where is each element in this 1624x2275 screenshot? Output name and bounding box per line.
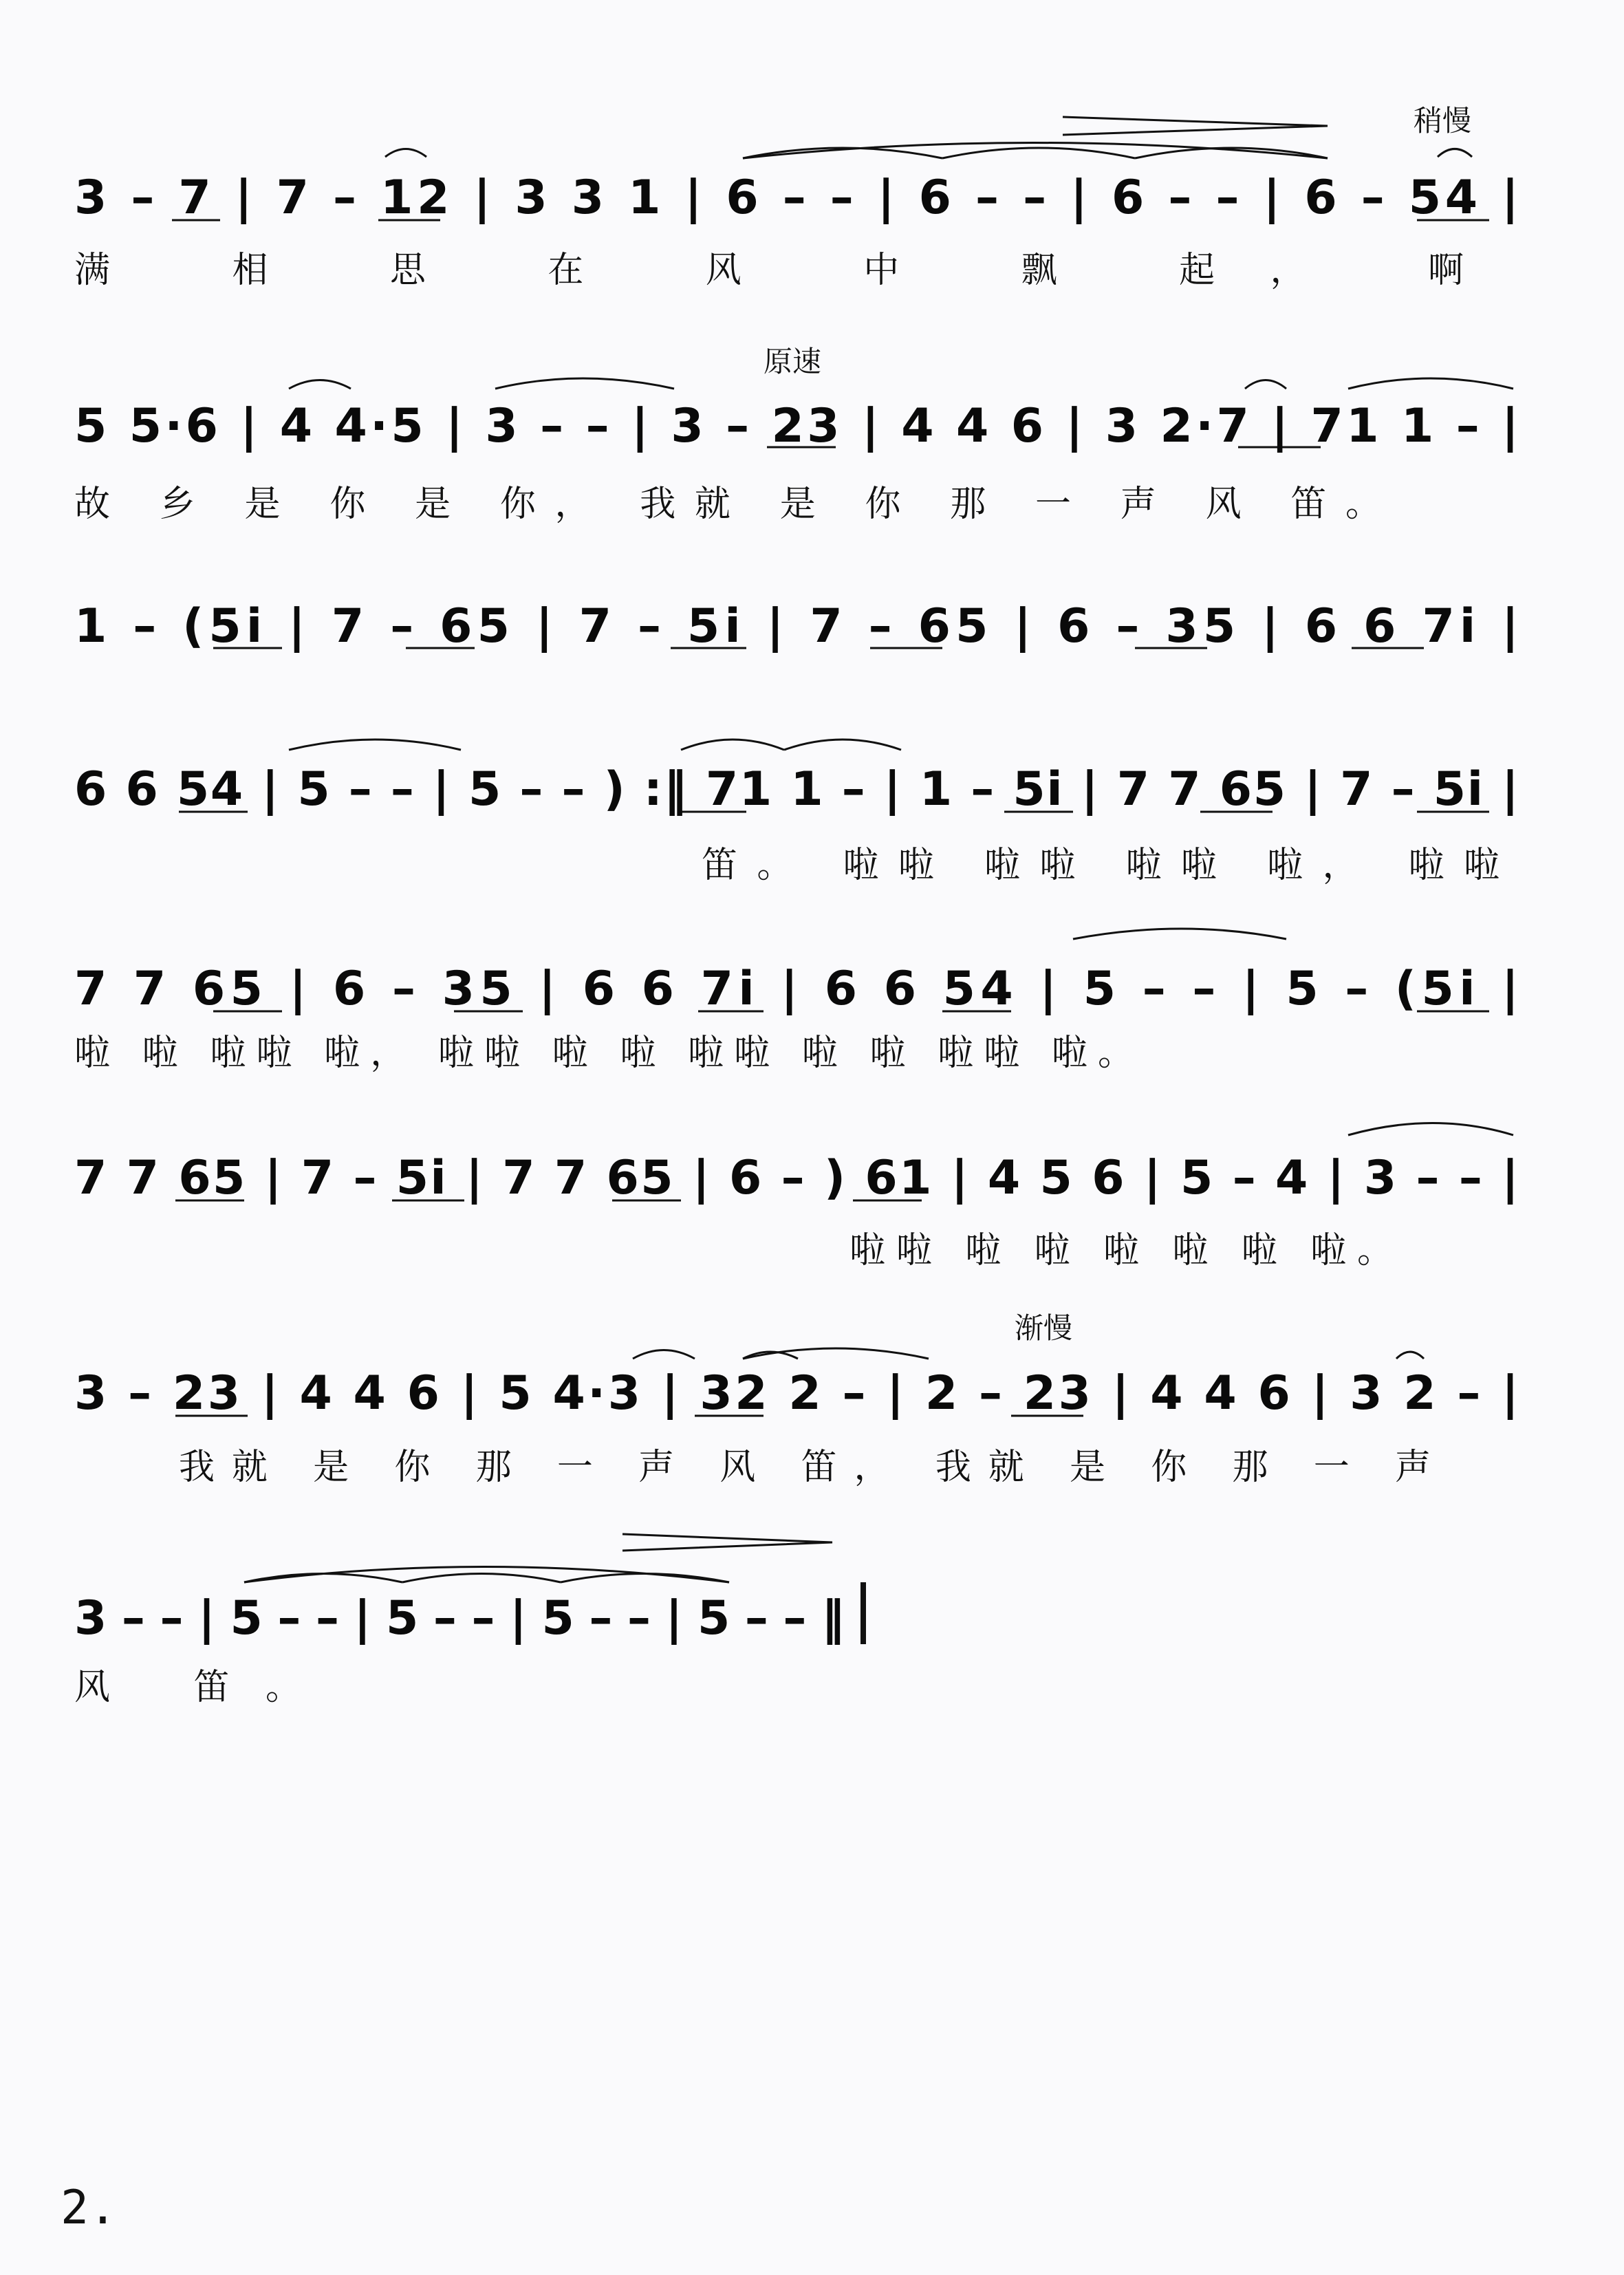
- slur-arc: [289, 380, 351, 389]
- tie-arc: [1348, 378, 1513, 389]
- notation-line: 7 7 65 | 7 – 5i | 7 7 65 | 6 – ) 61 | 4 5 6 | 5 – 4 | 3 – – |: [74, 1151, 1519, 1205]
- lyric-line: 我就 是 你 那 一 声 风 笛， 我就 是 你 那 一 声: [179, 1447, 1431, 1488]
- page-number: 2.: [61, 2181, 117, 2235]
- notation-line: 3 – 23 | 4 4 6 | 5 4·3 | 32 2 – | 2 – 23 | 4 4 6 | 3 2 – |: [74, 1366, 1519, 1421]
- tie-arc: [289, 740, 461, 750]
- tie-arc: [1348, 1123, 1513, 1136]
- tie-arc: [743, 1348, 929, 1359]
- tie-arc: [1245, 380, 1286, 389]
- slur-arc: [1438, 149, 1472, 158]
- lyric-line: 故 乡 是 你 是 你， 我就 是 你 那 一 声 风 笛。: [74, 484, 1381, 525]
- tie-arc: [561, 1574, 729, 1583]
- tie-arc: [942, 148, 1135, 158]
- decrescendo-hairpin: [622, 1534, 832, 1551]
- tie-arc: [402, 1574, 561, 1583]
- fermata-arc: [1396, 1352, 1424, 1359]
- slur-arc: [385, 149, 426, 158]
- tie-arc: [244, 1574, 402, 1583]
- notation-line: 7 7 65 | 6 – 35 | 6 6 7i | 6 6 54 | 5 – – | 5 – (5i |: [74, 962, 1519, 1016]
- tie-arc: [495, 378, 674, 389]
- lyric-line: 满 相 思 在 风 中 飘 起， 啊: [74, 250, 1464, 291]
- lyric-line: 啦 啦 啦啦 啦， 啦啦 啦 啦 啦啦 啦 啦 啦啦 啦。: [74, 1033, 1134, 1074]
- lyric-line: 风 笛。: [74, 1667, 301, 1708]
- lyric-line: 笛。 啦啦 啦啦 啦啦 啦， 啦啦: [702, 845, 1500, 886]
- notation-line: 3 – 7 | 7 – 12 | 3 3 1 | 6 – – | 6 – – | 6 – – | 6 – 54 |: [74, 171, 1519, 225]
- tempo-mark: 渐慢: [1015, 1311, 1073, 1345]
- tie-arc: [681, 740, 784, 750]
- tie-arc: [784, 740, 901, 750]
- tie-arc: [1073, 929, 1286, 939]
- notation-line: 5 5·6 | 4 4·5 | 3 – – | 3 – 23 | 4 4 6 | 3 2·7 | 71 1 – |: [74, 399, 1519, 453]
- notation-line: 6 6 54 | 5 – – | 5 – – ) :‖ 71 1 – | 1 – 5i | 7 7 65 | 7 – 5i |: [74, 762, 1519, 817]
- decrescendo-hairpin: [1063, 117, 1328, 135]
- tie-arc: [743, 143, 1328, 159]
- tempo-mark: 原速: [764, 345, 822, 378]
- slur-arc: [633, 1350, 695, 1359]
- tempo-mark: 稍慢: [1414, 104, 1472, 138]
- lyric-line: 啦啦 啦 啦 啦 啦 啦 啦。: [849, 1230, 1393, 1271]
- notation-line: 1 – (5i | 7 – 65 | 7 – 5i | 7 – 65 | 6 – 35 | 6 6 7i |: [74, 599, 1519, 654]
- music-systems: [61, 104, 1519, 2235]
- notation-line: 3 – – | 5 – – | 5 – – | 5 – – | 5 – – ‖: [74, 1591, 845, 1646]
